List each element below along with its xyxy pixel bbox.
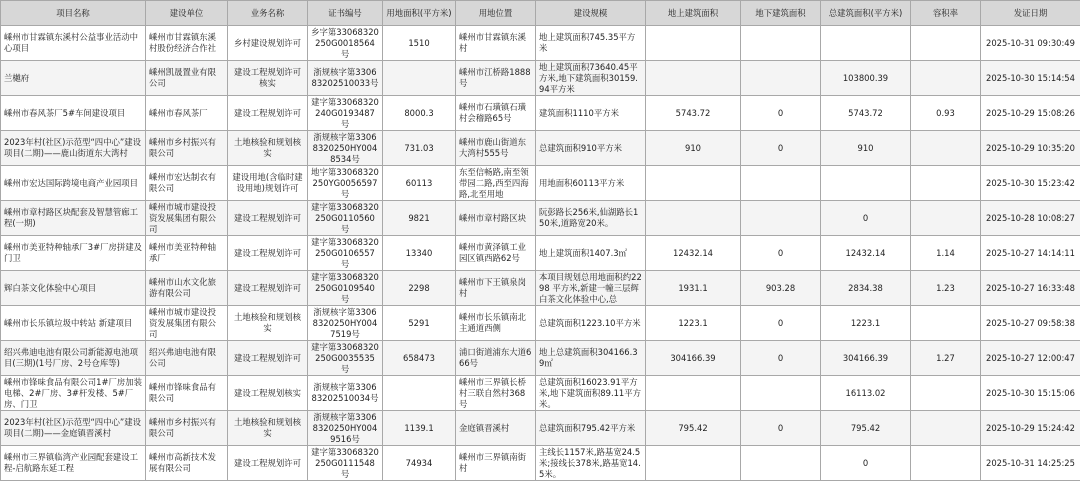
cell-certificate-no: 建字第33068320250G0110560号 [308, 201, 383, 236]
table-row [1, 271, 1080, 306]
cell-project-name: 嵊州市长乐镇垃圾中转站 新建项目 [1, 306, 146, 341]
cell-total-area: 1223.1 [821, 306, 911, 341]
cell-total-area [821, 26, 911, 61]
cell-construction-scale: 用地面积60113平方米 [536, 166, 646, 201]
cell-issue-date: 2025-10-27 12:00:47 [981, 341, 1080, 376]
cell-issue-date: 2025-10-31 14:25:25 [981, 446, 1080, 481]
header-total-area: 总建筑面积(平方米) [821, 1, 911, 26]
cell-construction-scale: 总建筑面积1223.10平方米 [536, 306, 646, 341]
table-row [1, 96, 1080, 131]
cell-land-location: 嵊州市黄泽镇工业园区镇西路62号 [456, 236, 536, 271]
cell-project-name: 嵊州市三界镇临湾产业园配套建设工程-启航路东延工程 [1, 446, 146, 481]
cell-total-area: 304166.39 [821, 341, 911, 376]
cell-project-name: 绍兴弗迪电池有限公司新能源电池项目(三期)(1号厂房、2号仓库等) [1, 341, 146, 376]
cell-certificate-no: 浙规核字第33068320250HY0049516号 [308, 411, 383, 446]
cell-plot-ratio: 0.93 [911, 96, 981, 131]
cell-issue-date: 2025-10-30 15:15:06 [981, 376, 1080, 411]
header-land-location: 用地位置 [456, 1, 536, 26]
cell-land-area: 2298 [383, 271, 456, 306]
cell-plot-ratio [911, 446, 981, 481]
cell-certificate-no: 浙规核字第33068320250HY0048534号 [308, 131, 383, 166]
cell-plot-ratio [911, 306, 981, 341]
cell-above-ground-area [646, 166, 741, 201]
header-underground-area: 地下建筑面积 [741, 1, 821, 26]
cell-certificate-no: 乡字第33068320250G0018564号 [308, 26, 383, 61]
cell-underground-area [741, 61, 821, 96]
cell-underground-area [741, 166, 821, 201]
cell-above-ground-area [646, 376, 741, 411]
table-row [1, 131, 1080, 166]
cell-above-ground-area: 910 [646, 131, 741, 166]
cell-underground-area: 0 [741, 306, 821, 341]
cell-total-area: 103800.39 [821, 61, 911, 96]
cell-construction-scale: 地上建筑面积1407.3㎡ [536, 236, 646, 271]
cell-certificate-no: 建字第33068320250G0111548号 [308, 446, 383, 481]
header-plot-ratio: 容积率 [911, 1, 981, 26]
cell-plot-ratio [911, 26, 981, 61]
table-row [1, 26, 1080, 61]
cell-project-name: 嵊州市美亚特种轴承厂3#厂房拼建及门卫 [1, 236, 146, 271]
cell-underground-area: 903.28 [741, 271, 821, 306]
cell-project-name: 2023年村(社区)示范型“四中心”建设项目(二期)——鹿山街道东大湾村 [1, 131, 146, 166]
cell-builder: 嵊州市乡村振兴有限公司 [146, 131, 228, 166]
cell-issue-date: 2025-10-27 16:33:48 [981, 271, 1080, 306]
cell-issue-date: 2025-10-29 15:08:26 [981, 96, 1080, 131]
cell-plot-ratio: 1.27 [911, 341, 981, 376]
cell-construction-scale: 建筑面积1110平方米 [536, 96, 646, 131]
header-above-ground-area: 地上建筑面积 [646, 1, 741, 26]
cell-project-name: 嵊州市锋味食品有限公司1#厂房加装电梯、2#厂房、3#杆发楼、5#厂房、门卫 [1, 376, 146, 411]
cell-total-area [821, 166, 911, 201]
cell-total-area: 2834.38 [821, 271, 911, 306]
header-row [1, 1, 1080, 26]
cell-land-area: 1139.1 [383, 411, 456, 446]
cell-land-area: 1510 [383, 26, 456, 61]
cell-land-location: 金庭镇晋溪村 [456, 411, 536, 446]
cell-above-ground-area: 12432.14 [646, 236, 741, 271]
cell-plot-ratio [911, 131, 981, 166]
cell-total-area: 910 [821, 131, 911, 166]
cell-issue-date: 2025-10-29 10:35:20 [981, 131, 1080, 166]
cell-land-area: 731.03 [383, 131, 456, 166]
cell-underground-area [741, 26, 821, 61]
cell-builder: 嵊州市高新技术发展有限公司 [146, 446, 228, 481]
cell-construction-scale: 地上建筑面积745.35平方米 [536, 26, 646, 61]
cell-land-location: 嵊州市石璜镇石璜村会稽路65号 [456, 96, 536, 131]
cell-builder: 嵊州市乡村振兴有限公司 [146, 411, 228, 446]
cell-plot-ratio [911, 166, 981, 201]
table-row [1, 166, 1080, 201]
cell-issue-date: 2025-10-30 15:14:54 [981, 61, 1080, 96]
cell-land-location: 嵊州市长乐镇南北主通道西侧 [456, 306, 536, 341]
cell-certificate-no: 建字第33068320250G0106557号 [308, 236, 383, 271]
cell-land-location: 嵊州市江桥路1888号 [456, 61, 536, 96]
table-row [1, 446, 1080, 481]
cell-construction-scale: 地上建筑面积73640.45平方米,地下建筑面积30159.94平方米 [536, 61, 646, 96]
cell-underground-area: 0 [741, 236, 821, 271]
cell-builder: 嵊州市甘霖镇东溪村股份经济合作社 [146, 26, 228, 61]
table-row [1, 61, 1080, 96]
cell-above-ground-area: 1223.1 [646, 306, 741, 341]
cell-plot-ratio [911, 411, 981, 446]
cell-business-name: 土地核验和规划核实 [228, 306, 308, 341]
cell-land-area: 9821 [383, 201, 456, 236]
cell-construction-scale: 主线长1157米,路基宽24.5米;接线长378米,路基宽14.5米。 [536, 446, 646, 481]
cell-builder: 绍兴弗迪电池有限公司 [146, 341, 228, 376]
cell-underground-area: 0 [741, 341, 821, 376]
header-certificate-no: 证书编号 [308, 1, 383, 26]
cell-certificate-no: 浙规核字第330683202510033号 [308, 61, 383, 96]
cell-construction-scale: 总建筑面积795.42平方米 [536, 411, 646, 446]
cell-business-name: 建设工程规划许可 [228, 446, 308, 481]
cell-builder: 嵊州凯晟置业有限公司 [146, 61, 228, 96]
table-row [1, 306, 1080, 341]
cell-underground-area [741, 446, 821, 481]
cell-project-name: 嵊州市春风茶厂5#车间建设项目 [1, 96, 146, 131]
cell-issue-date: 2025-10-28 10:08:27 [981, 201, 1080, 236]
header-builder: 建设单位 [146, 1, 228, 26]
cell-issue-date: 2025-10-29 15:24:42 [981, 411, 1080, 446]
cell-business-name: 建设工程规划许可 [228, 236, 308, 271]
cell-land-location: 东至信畅路,南至领带园二路,西至四海路,北至用地 [456, 166, 536, 201]
cell-land-area [383, 376, 456, 411]
cell-project-name: 嵊州市宏达国际跨境电商产业园项目 [1, 166, 146, 201]
cell-plot-ratio [911, 201, 981, 236]
cell-above-ground-area [646, 26, 741, 61]
cell-certificate-no: 建字第33068320250G0109540号 [308, 271, 383, 306]
cell-land-area [383, 61, 456, 96]
cell-builder: 嵊州市锋味食品有限公司 [146, 376, 228, 411]
cell-plot-ratio: 1.23 [911, 271, 981, 306]
cell-land-location: 嵊州市甘霖镇东溪村 [456, 26, 536, 61]
cell-business-name: 土地核验和规划核实 [228, 411, 308, 446]
cell-business-name: 建设用地(含临时建设用地)规划许可 [228, 166, 308, 201]
cell-underground-area: 0 [741, 411, 821, 446]
cell-land-location: 嵊州市三界镇长桥村三联自然村368号 [456, 376, 536, 411]
cell-issue-date: 2025-10-31 09:30:49 [981, 26, 1080, 61]
cell-construction-scale: 阮彭路长256米,仙湖路长150米,道路宽20米。 [536, 201, 646, 236]
cell-underground-area [741, 201, 821, 236]
cell-builder: 嵊州市美亚特种轴承厂 [146, 236, 228, 271]
table-row [1, 201, 1080, 236]
header-construction-scale: 建设规模 [536, 1, 646, 26]
cell-above-ground-area [646, 61, 741, 96]
cell-project-name: 辉白茶文化体验中心项目 [1, 271, 146, 306]
cell-certificate-no: 地字第33068320250YG0056597号 [308, 166, 383, 201]
cell-total-area: 5743.72 [821, 96, 911, 131]
cell-builder: 嵊州市宏达制衣有限公司 [146, 166, 228, 201]
cell-land-location: 嵊州市三界镇南街村 [456, 446, 536, 481]
cell-above-ground-area: 795.42 [646, 411, 741, 446]
cell-land-location: 嵊州市下王镇泉岗村 [456, 271, 536, 306]
cell-business-name: 建设工程规划许可 [228, 341, 308, 376]
table-row [1, 236, 1080, 271]
cell-total-area: 0 [821, 201, 911, 236]
cell-above-ground-area: 304166.39 [646, 341, 741, 376]
cell-certificate-no: 建字第33068320240G0193487号 [308, 96, 383, 131]
cell-land-area: 658473 [383, 341, 456, 376]
cell-project-name: 兰樾府 [1, 61, 146, 96]
cell-issue-date: 2025-10-27 14:14:11 [981, 236, 1080, 271]
cell-issue-date: 2025-10-27 09:58:38 [981, 306, 1080, 341]
cell-total-area: 12432.14 [821, 236, 911, 271]
cell-project-name: 2023年村(社区)示范型“四中心”建设项目(二期)——金庭镇晋溪村 [1, 411, 146, 446]
header-land-area: 用地面积(平方米) [383, 1, 456, 26]
cell-land-area: 60113 [383, 166, 456, 201]
cell-above-ground-area [646, 446, 741, 481]
header-issue-date: 发证日期 [981, 1, 1080, 26]
cell-above-ground-area: 1931.1 [646, 271, 741, 306]
cell-business-name: 建设工程规划许可 [228, 201, 308, 236]
cell-construction-scale: 总建筑面积16023.91平方米,地下建筑面积89.11平方米。 [536, 376, 646, 411]
cell-underground-area [741, 376, 821, 411]
cell-plot-ratio [911, 376, 981, 411]
cell-business-name: 建设工程规划许可 [228, 96, 308, 131]
cell-total-area: 0 [821, 446, 911, 481]
cell-business-name: 乡村建设规划许可 [228, 26, 308, 61]
cell-construction-scale: 本项目规划总用地面积约2298 平方米,新建一幢三层辉白茶文化体验中心,总 [536, 271, 646, 306]
cell-builder: 嵊州市城市建设投资发展集团有限公司 [146, 201, 228, 236]
cell-plot-ratio [911, 61, 981, 96]
cell-land-location: 浦口街道浦东大道666号 [456, 341, 536, 376]
cell-construction-scale: 总建筑面积910平方米 [536, 131, 646, 166]
cell-issue-date: 2025-10-30 15:23:42 [981, 166, 1080, 201]
cell-land-location: 嵊州市鹿山街道东大湾村555号 [456, 131, 536, 166]
cell-business-name: 建设工程规划许可核实 [228, 61, 308, 96]
cell-construction-scale: 地上总建筑面积304166.39㎡ [536, 341, 646, 376]
table-row [1, 411, 1080, 446]
cell-underground-area: 0 [741, 131, 821, 166]
cell-total-area: 795.42 [821, 411, 911, 446]
cell-above-ground-area: 5743.72 [646, 96, 741, 131]
cell-total-area: 16113.02 [821, 376, 911, 411]
cell-certificate-no: 建字第33068320250G0035535号 [308, 341, 383, 376]
cell-business-name: 建设工程规划核实 [228, 376, 308, 411]
cell-land-area: 13340 [383, 236, 456, 271]
header-business-name: 业务名称 [228, 1, 308, 26]
cell-above-ground-area [646, 201, 741, 236]
cell-business-name: 土地核验和规划核实 [228, 131, 308, 166]
cell-land-location: 嵊州市章村路区块 [456, 201, 536, 236]
table-body [1, 26, 1080, 481]
cell-builder: 嵊州市山水文化旅游有限公司 [146, 271, 228, 306]
cell-certificate-no: 浙规核字第330683202510034号 [308, 376, 383, 411]
cell-project-name: 嵊州市甘霖镇东溪村公益事业活动中心项目 [1, 26, 146, 61]
cell-plot-ratio: 1.14 [911, 236, 981, 271]
cell-builder: 嵊州市春风茶厂 [146, 96, 228, 131]
cell-project-name: 嵊州市章村路区块配套及智慧管廊工程(一期) [1, 201, 146, 236]
cell-land-area: 74934 [383, 446, 456, 481]
cell-builder: 嵊州市城市建设投资发展集团有限公司 [146, 306, 228, 341]
cell-certificate-no: 浙规核字第33068320250HY0047519号 [308, 306, 383, 341]
cell-underground-area: 0 [741, 96, 821, 131]
cell-business-name: 建设工程规划许可 [228, 271, 308, 306]
table-row [1, 376, 1080, 411]
cell-land-area: 8000.3 [383, 96, 456, 131]
cell-land-area: 5291 [383, 306, 456, 341]
header-project-name: 项目名称 [1, 1, 146, 26]
table-row [1, 341, 1080, 376]
